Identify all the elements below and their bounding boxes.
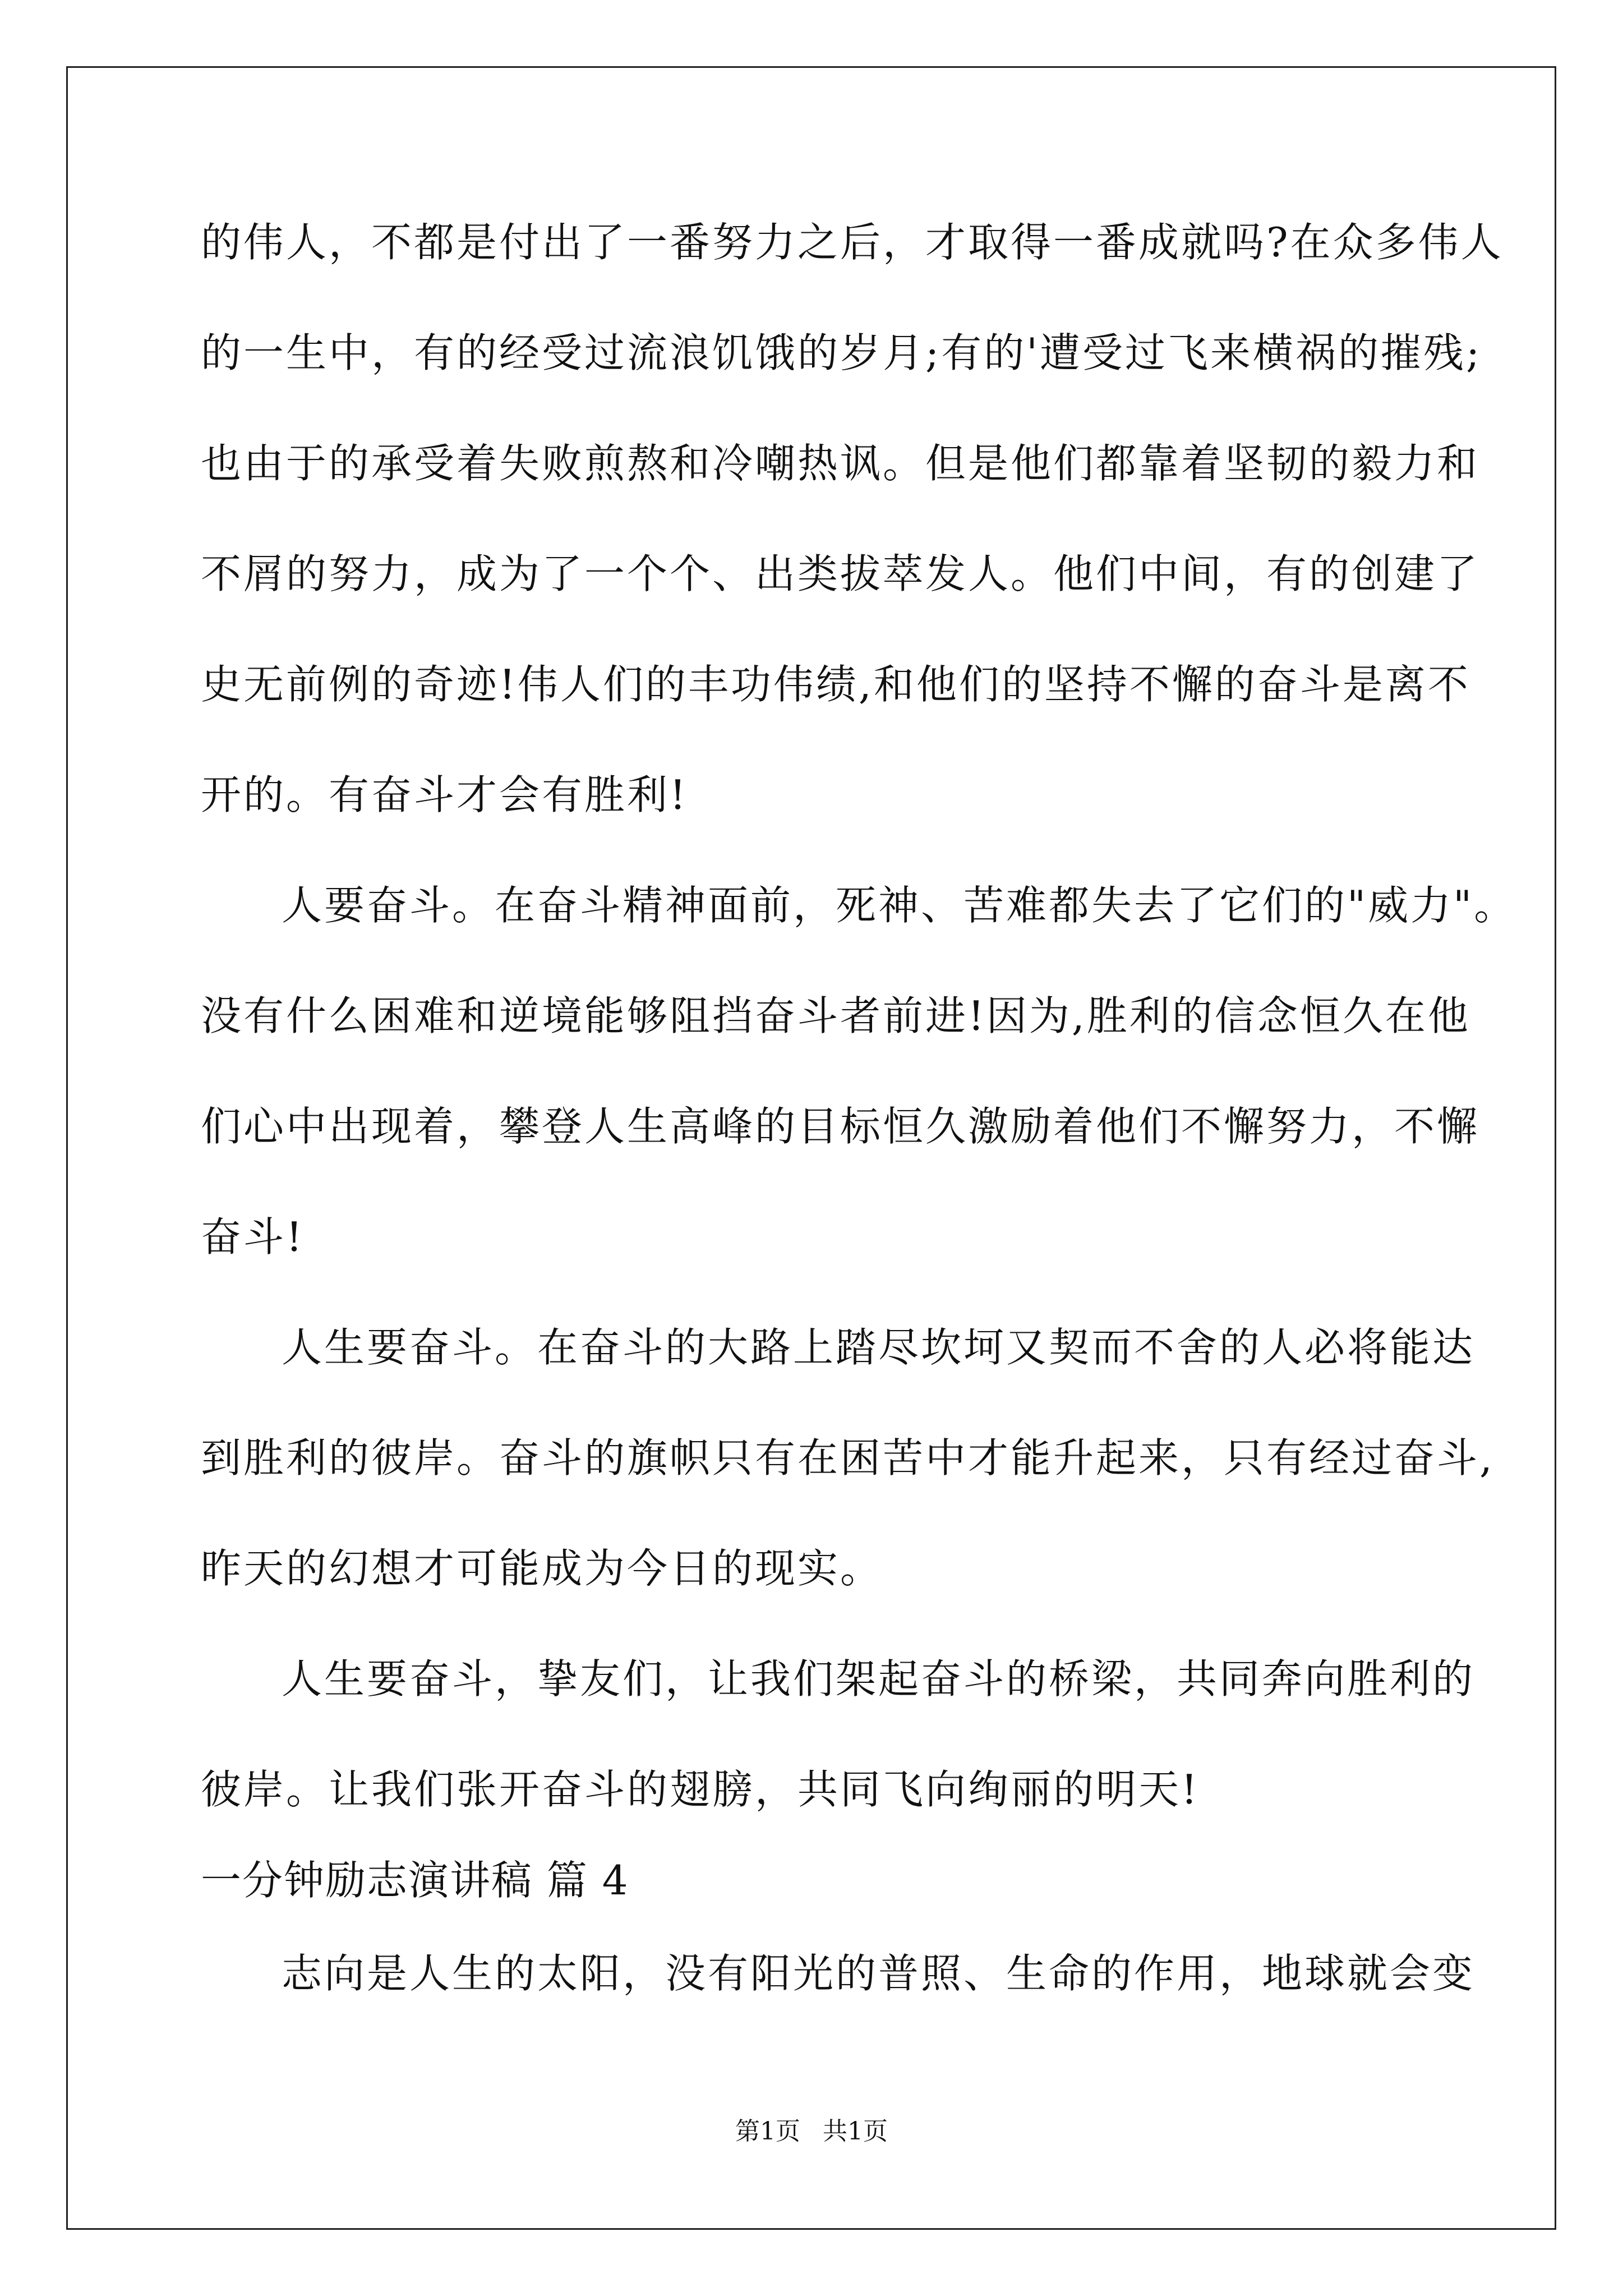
text-line: 也由于的承受着失败煎熬和冷嘲热讽。但是他们都靠着坚韧的毅力和 — [201, 440, 1480, 487]
paragraph-start-line: 人要奋斗。在奋斗精神面前，死神、苦难都失去了它们的"威力"。 — [282, 882, 1517, 929]
text-line: 史无前例的奇迹!伟人们的丰功伟绩,和他们的坚持不懈的奋斗是离不 — [201, 661, 1470, 708]
text-line: 们心中出现着，攀登人生高峰的目标恒久激励着他们不懈努力，不懈 — [201, 1103, 1480, 1150]
paragraph-start-line: 志向是人生的太阳，没有阳光的普照、生命的作用，地球就会变 — [282, 1950, 1476, 1997]
text-line: 的一生中，有的经受过流浪饥饿的岁月;有的'遭受过飞来横祸的摧残; — [201, 329, 1482, 376]
text-line: 昨天的幻想才可能成为今日的现实。 — [201, 1545, 883, 1592]
section-heading: 一分钟励志演讲稿 篇 4 — [201, 1857, 629, 1904]
page-number-total: 共1页 — [823, 2117, 888, 2146]
text-line: 没有什么困难和逆境能够阻挡奋斗者前进!因为,胜利的信念恒久在他 — [201, 992, 1470, 1039]
paragraph-start-line: 人生要奋斗，挚友们，让我们架起奋斗的桥梁，共同奔向胜利的 — [282, 1655, 1476, 1703]
text-line: 到胜利的彼岸。奋斗的旗帜只有在困苦中才能升起来，只有经过奋斗, — [201, 1434, 1495, 1481]
text-line: 的伟人，不都是付出了一番努力之后，才取得一番成就吗?在众多伟人 — [201, 219, 1504, 266]
page-footer — [0, 2115, 1623, 2148]
text-line: 不屑的努力，成为了一个个、出类拔萃发人。他们中间，有的创建了 — [201, 550, 1480, 597]
page-number-current: 第1页 — [735, 2117, 800, 2146]
paragraph-start-line: 人生要奋斗。在奋斗的大路上踏尽坎坷又契而不舍的人必将能达 — [282, 1324, 1476, 1371]
text-line: 开的。有奋斗才会有胜利! — [201, 771, 688, 818]
text-line: 彼岸。让我们张开奋斗的翅膀，共同飞向绚丽的明天! — [201, 1766, 1200, 1813]
text-line: 奋斗! — [201, 1213, 305, 1260]
